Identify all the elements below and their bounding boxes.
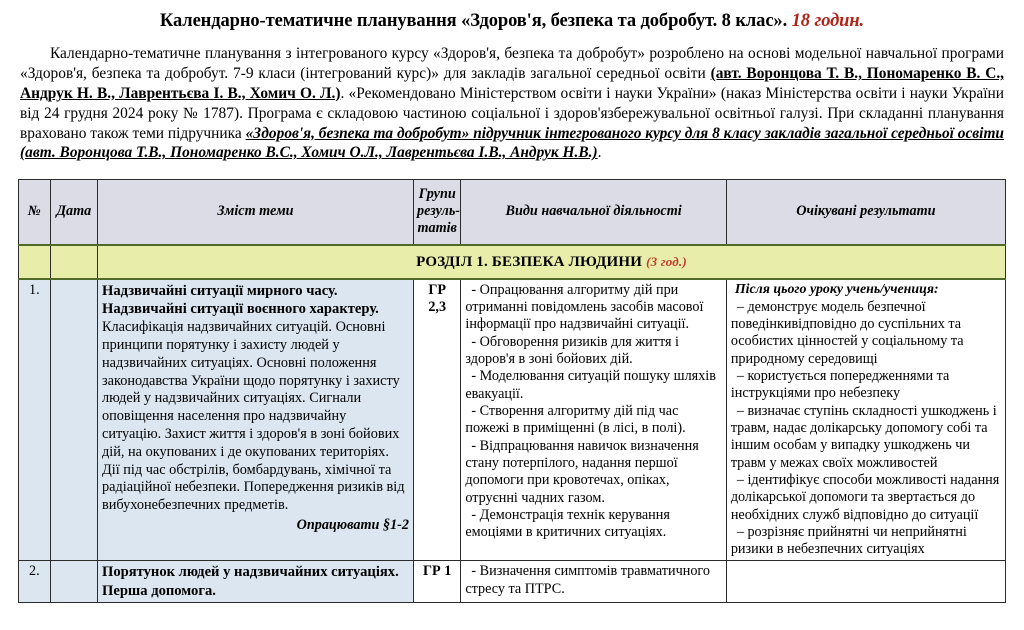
activity-item: - Демонстрація технік керування емоціями в критичних ситуаціях. bbox=[465, 506, 670, 541]
result-item: – визначає ступінь складності ушкоджень і травм, надає долікарську допомогу собі та іншим особам у випадку ушкоджень чи травм у межах своїх можливостей bbox=[730, 402, 997, 471]
row-number: 1. bbox=[19, 279, 51, 561]
column-header-activities: Види навчальної діяльності bbox=[461, 179, 726, 245]
result-item: – демонструє модель безпечної поведінкивідповідно до суспільних та особистих цінностей у соціальному та природному середовищі bbox=[730, 298, 964, 367]
row-activities-cell bbox=[461, 279, 726, 561]
row-date bbox=[50, 561, 97, 602]
row-theme-title: Надзвичайні ситуації мирного часу. Надзвичайні ситуації воєнного характеру. bbox=[101, 282, 379, 318]
section-heading-row bbox=[19, 245, 1006, 279]
row-results-cell bbox=[726, 561, 1005, 602]
activity-item: - Моделювання ситуацій пошуку шляхів евакуації. bbox=[465, 368, 716, 402]
row-date bbox=[50, 279, 97, 561]
column-header-number: № bbox=[19, 179, 51, 245]
column-header-theme: Зміст теми bbox=[97, 179, 413, 245]
activity-item: - Створення алгоритму дій під час пожежі в приміщенні (в лісі, в полі). bbox=[465, 403, 686, 437]
row-theme-title: Порятунок людей у надзвичайних ситуаціях. Перша допомога. bbox=[101, 564, 399, 599]
results-lead: Після цього уроку учень/учениця: bbox=[734, 281, 939, 297]
intro-text-a: Календарно-тематичне планування з інтегрованого курсу «Здоров'я, безпека та добробут» розроблено на основі модельної навчальної програми «Здоров'я, безпека та добробут. 7-9 класи (інтегрований курс)» для закладів загальної середньої освіти bbox=[20, 45, 1004, 83]
activity-item: - Відпрацювання навичок визначення стану потерпілого, надання першої допомоги при кровотечах, опіках, отруєнні чадних газом. bbox=[465, 437, 699, 506]
table-row bbox=[19, 279, 1006, 561]
section-pad-date bbox=[50, 245, 97, 279]
page-title-hours: 18 годин. bbox=[791, 11, 865, 31]
intro-paragraph bbox=[18, 44, 1006, 163]
intro-authors: (авт. Воронцова Т. В., Пономаренко В. С., Андрук Н. В., Лаврентьєва І. В., Хомич О. Л.) bbox=[20, 65, 1005, 102]
table-row bbox=[19, 561, 1006, 602]
row-groups: ГР 1 bbox=[413, 561, 460, 602]
result-item: – розрізняє прийнятні чи неприйнятні ризики в небезпечних ситуаціях bbox=[730, 523, 967, 558]
column-header-groups: Групи резуль-татів bbox=[413, 179, 460, 245]
calendar-plan-table bbox=[18, 179, 1006, 603]
page-title bbox=[18, 0, 1006, 31]
section-pad-number bbox=[19, 245, 51, 279]
activity-item: - Визначення симптомів травматичного стресу та ПТРС. bbox=[465, 563, 710, 597]
section-heading-label: РОЗДІЛ 1. БЕЗПЕКА ЛЮДИНИ bbox=[416, 253, 643, 270]
row-theme-cell bbox=[97, 279, 413, 561]
row-activities-cell bbox=[461, 561, 726, 602]
section-heading-cell bbox=[97, 245, 1005, 279]
result-item: – користується попередженнями та інструкціями про небезпеку bbox=[730, 368, 950, 402]
row-theme-assignment: Опрацювати §1-2 bbox=[296, 517, 409, 534]
table-header-row bbox=[19, 179, 1006, 245]
section-heading-hours: (3 год.) bbox=[646, 253, 687, 269]
intro-textbook: «Здоров'я, безпека та добробут» підручник інтегрованого курсу для 8 класу закладів загальної середньої освіти (авт. Воронцова Т.В., Пономаренко В.С., Хомич О.Л., Лаврентьєва І.В., Андрук Н.В.) bbox=[20, 124, 1004, 162]
column-header-date: Дата bbox=[50, 179, 97, 245]
row-theme-body: Класифікація надзвичайних ситуацій. Основні принципи порятунку і захисту людей у надзвичайних ситуаціях. Основні положення законодавства України щодо порятунку і захисту людей у надзвичайних ситуаціях. Сигнали оповіщення населення про надзвичайну ситуацію. Захист життя і здоров'я в зоні бойових дій, на окупованих і де окупованих територіях. Дії під час обстрілів, бомбардувань, хімічної та радіаційної небезпеки. Попередження ризиків від вибухонебезпечних предметів. bbox=[101, 319, 405, 514]
intro-text-end: . bbox=[597, 144, 602, 162]
row-theme-cell bbox=[97, 561, 413, 602]
column-header-results: Очікувані результати bbox=[726, 179, 1005, 245]
row-results-cell bbox=[726, 279, 1005, 561]
result-item: – ідентифікує способи можливості надання долікарської допомоги та звертається до необхідних служб відповідно до ситуації bbox=[730, 471, 1000, 523]
row-number: 2. bbox=[19, 561, 51, 602]
activity-item: - Обговорення ризиків для життя і здоров'я в зоні бойових дій. bbox=[465, 333, 679, 368]
intro-text-b: . «Рекомендовано Міністерством освіти і науки України» (наказ Міністерства освіти і науки України від 24 грудня 2024 року № 1787). Програма є складовою частиною соціальної і здоров'язбережувальної освітньої галузі. При складанні планування враховано також теми підручника bbox=[20, 84, 1004, 142]
activity-item: - Опрацювання алгоритму дій при отриманні повідомлень засобів масової інформації про надзвичайні ситуації. bbox=[465, 281, 704, 333]
row-groups: ГР 2,3 bbox=[413, 279, 460, 561]
page-title-main: Календарно-тематичне планування «Здоров'я, безпека та добробут. 8 клас». bbox=[159, 11, 788, 31]
